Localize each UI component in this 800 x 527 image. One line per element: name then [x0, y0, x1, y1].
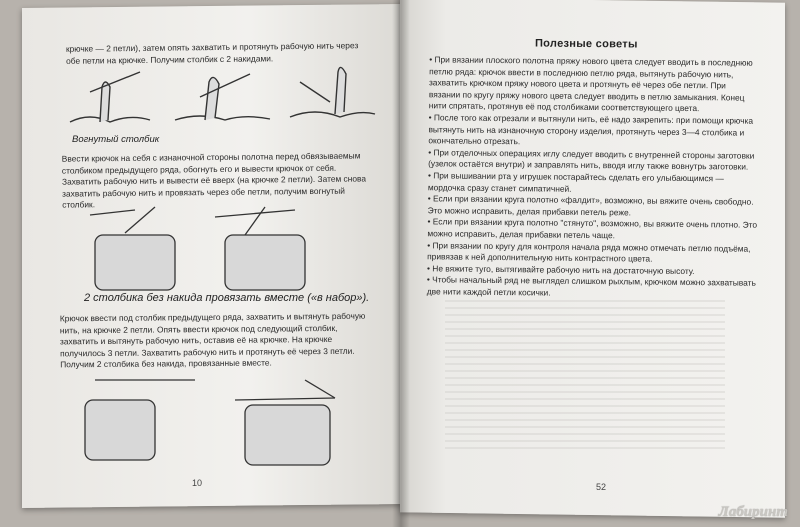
tip-item: • Если при вязании круга полотно "стянуто", возможно, вы вяжите очень плотно. Это можно исправить, делая прибавки петель чаще.	[427, 216, 758, 241]
labirint-watermark-logo: Лабиринт	[718, 504, 788, 520]
illustration-row-1	[60, 62, 380, 132]
left-paragraph-1: крючке — 2 петли), затем опять захватить и протянуть рабочую нить через обе петли на крючке. Получим столбик с 2 накидами.	[65, 40, 359, 66]
book-gutter	[392, 0, 410, 527]
left-paragraph-2: Ввести крючок на себя с изнаночной стороны полотна перед обвязываемым столбиком предыдущего ряда, обогнуть его и вывести крючок от себя. Захватить рабочую нить и вывести её вверх (на крючке 2 петли). Затем снова захватить рабочую нить и провязать через обе петли, получим вогнутый столбик.	[61, 150, 367, 210]
section-heading-two-stitches: 2 столбика без накида провязать вместе («в набор»).	[84, 292, 370, 304]
show-through-text	[445, 300, 725, 450]
tip-item: • При отделочных операциях иглу следует вводить с внутренней стороны заготовки (узелок остаётся внутри) и заправлять нить, вводя иглу также вовнутрь заготовки.	[428, 147, 755, 172]
tip-item: • При вязании по кругу для контроля начала ряда можно отмечать петлю подъёма, привязав к ней дополнительную нить контрастного цвета.	[427, 239, 751, 264]
right-page-title: Полезные советы	[534, 37, 638, 51]
tips-list	[427, 54, 760, 301]
stitch-diagram-7	[235, 380, 335, 465]
tip-item: • При вышивании рта у игрушек постарайтесь сделать его улыбающимся — мордочка сразу станет симпатичней.	[427, 170, 724, 194]
left-paragraph-3: Крючок ввести под столбик предыдущего ряда, захватить и вытянуть рабочую нить, на крючке 2 петли. Опять ввести крючок под следующий столбик, захватить и вытянуть рабочую нить, оставив её на крючке. На крючке получилось 3 петли. Захватить рабочую нить и протянуть её через 3 петли. Получим 2 столбика без накида, провязанные вместе.	[59, 310, 366, 370]
tip-item: • При вязании плоского полотна пряжу нового цвета следует вводить в последнюю петлю ряда: крючок ввести в последнюю петлю ряда, вытянуть рабочую нить, захватить крючком пряжу нового цвета и протянуть её через обе петли. При вязании по кругу пряжу нового цвета следует вводить в петлю замыкания. Конец нити спрятать, протянув её под столбиками соответствующего цвета.	[428, 54, 753, 114]
tip-item: • Не вяжите туго, вытягивайте рабочую нить на достаточную высоту.	[426, 262, 695, 276]
illustration-row-3	[75, 370, 345, 470]
stitch-diagram-5	[215, 207, 305, 290]
illustration-row-2	[85, 205, 325, 295]
stitch-diagram-6	[85, 380, 195, 460]
stitch-diagram-1	[70, 72, 150, 122]
tip-item: • Чтобы начальный ряд не выглядел слишком рыхлым, крючком можно захватывать две нити каждой петли косички.	[426, 274, 756, 298]
tip-item: • После того как отрезали и вытянули нить, её надо закрепить: при помощи крючка вытянуть нить на изнаночную сторону изделия, протянуть через 3—4 столбика и окончательно отрезать.	[428, 112, 754, 147]
tip-item: • Если при вязании круга полотно «фалдит», возможно, вы вяжите очень свободно. Это можно исправить, делая прибавки петель реже.	[427, 193, 754, 218]
right-page-number: 52	[596, 482, 607, 492]
left-page-number: 10	[192, 478, 203, 488]
section-heading-concave: Вогнутый столбик	[72, 134, 160, 145]
stitch-diagram-4	[90, 207, 175, 290]
stitch-diagram-2	[175, 74, 270, 120]
stitch-diagram-3	[290, 67, 375, 117]
